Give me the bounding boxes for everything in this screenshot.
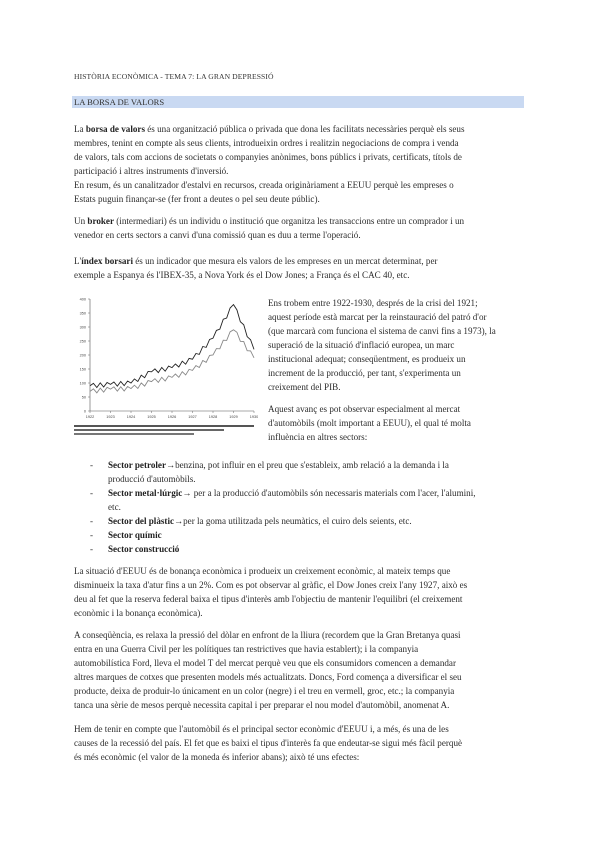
paragraph-borsa: [74, 122, 526, 206]
sector-text: per a la producció d'automòbils són necessaris materials com l'acer, l'alumini,: [191, 488, 476, 498]
paragraph-broker: [74, 214, 526, 242]
text-line: Un broker (intermediari) és un individu o institució que organitza les transaccions entre un comprador i un: [74, 216, 465, 226]
text-line: automobilística Ford, lleva el model T del mercat perquè veu que els consumidors comencen a demandar: [74, 658, 456, 668]
chart-y-tick-label: 100: [79, 381, 86, 386]
text-line: de valors, tals com accions de societats o companyies anònimes, bons públics i privats, certificats, títols de: [74, 152, 462, 162]
sector-text: etc.: [108, 502, 121, 512]
list-item: [90, 542, 526, 556]
text-line: entra en una Guerra Civil per les polítiques tan restrictives que havia establert); i la companyia: [74, 644, 419, 654]
text-line: producte, deixa de produir-lo únicament en un color (negre) i el treu en vermell, groc, etc.; la companyia: [74, 686, 455, 696]
chart-x-ticks: [83, 409, 258, 419]
text-line: disminueix la taxa d'atur fins a un 2%. Com es pot observar al gràfic, el Dow Jones creix l'any 1927, això es: [74, 580, 468, 590]
chart-x-tick-label: 1929: [229, 415, 238, 419]
list-item: [90, 528, 526, 542]
chart-y-ticks: [80, 298, 90, 414]
paragraph-bonanca: [74, 564, 526, 620]
chart-x-tick-label: 1926: [167, 415, 177, 419]
chart-x-tick-label: 1928: [208, 415, 218, 419]
chart-grid: [90, 299, 254, 411]
sector-text: per la goma utilitzada pels neumàtics, el cuiro dels seients, etc.: [183, 516, 412, 526]
text-line: L'índex borsari és un indicador que mesura els valors de les empreses en un mercat determinat, per: [74, 256, 438, 266]
paragraph-index: [74, 254, 526, 282]
list-item: [90, 514, 526, 528]
chart-y-tick-label: 0: [83, 409, 86, 414]
text-line: institucional adequat; conseqüentment, es produeix un: [268, 354, 466, 364]
text-line: exemple a Espanya és l'IBEX-35, a Nova York és el Dow Jones; a França és el CAC 40, etc.: [74, 270, 410, 280]
sector-term: Sector metal·lúrgic→: [108, 488, 192, 498]
term-broker: broker: [87, 216, 114, 226]
text-line: venedor en certs sectors a canvi d'una comissió quan es duu a terme l'operació.: [74, 230, 361, 240]
chart-y-tick-label: 350: [79, 311, 86, 316]
text-line: econòmic i la bonança econòmica).: [74, 608, 203, 618]
list-dash: -: [90, 460, 94, 470]
paragraph-context: [268, 296, 526, 394]
chart-x-tick-label: 1930: [249, 415, 258, 419]
chart-x-tick-label: 1925: [147, 415, 156, 419]
text-line: membres, tenint en compte als seus clients, introdueixin ordres i realitzin negociacions de compra i venda: [74, 138, 459, 148]
chart-y-tick-label: 300: [79, 325, 86, 330]
chart-y-tick-label: 200: [79, 353, 86, 358]
list-dash: -: [90, 516, 94, 526]
text-line: Hem de tenir en compte que l'automòbil és el principal sector econòmic d'EEUU i, a més, és una de les: [74, 724, 449, 734]
document-header: HISTÒRIA ECONÒMICA - TEMA 7: LA GRAN DEPRESSIÓ: [74, 72, 274, 81]
sector-term: Sector petroler→: [108, 460, 176, 470]
term-borsa: borsa de valors: [85, 124, 145, 134]
paragraph-ford: [74, 628, 526, 712]
chart-y-tick-label: 400: [79, 297, 86, 302]
text-line: La situació d'EEUU és de bonança econòmica i produeix un creixement econòmic, al mateix temps que: [74, 566, 451, 576]
chart-series-group: [90, 305, 254, 393]
sector-text: producció d'automòbils.: [108, 474, 196, 484]
chart-y-tick-label: 50: [81, 395, 86, 400]
text-line: causes de la recessió del país. El fet que es baixi el tipus d'interès fa que endeutar-se sigui més fàcil perquè: [74, 738, 463, 748]
list-dash: -: [90, 544, 94, 554]
text-line: Aquest avanç es pot observar especialment al mercat: [268, 404, 461, 414]
dow-jones-chart: [72, 293, 258, 441]
chart-y-tick-label: 150: [79, 367, 86, 372]
chart-x-tick-label: 1923: [106, 415, 115, 419]
list-item: [90, 458, 526, 486]
chart-axis: [90, 299, 254, 411]
text-line: creixement del PIB.: [268, 382, 341, 392]
list-dash: -: [90, 530, 94, 540]
chart-series-line-1: [90, 305, 254, 388]
text-line: Ens trobem entre 1922-1930, després de la crisi del 1921;: [268, 298, 478, 308]
text-line: A conseqüència, es relaxa la pressió del dòlar en enfront de la lliura (recordem que la Gran Bretanya quasi: [74, 630, 461, 640]
text-line: és més econòmic (el valor de la moneda és inferior abans); això té uns efectes:: [74, 752, 360, 762]
text-line: deu al fet que la reserva federal baixa el tipus d'interès amb l'objectiu de mantenir l'equilibri (el creixement: [74, 594, 463, 604]
text-line: superació de la situació d'inflació europea, un marc: [268, 340, 455, 350]
text-line: En resum, és un canalitzador d'estalvi en recursos, creada originàriament a EEUU perquè les empreses o: [74, 180, 454, 190]
chart-x-tick-label: 1927: [188, 415, 197, 419]
term-index: índex borsari: [81, 256, 133, 266]
text-line: tanca una sèrie de mesos perquè necessita capital i per preparar el nou model d'automòbil, anomenat A.: [74, 700, 450, 710]
list-dash: -: [90, 488, 94, 498]
section-title: LA BORSA DE VALORS: [74, 97, 165, 107]
text-line: increment de la producció, per tant, s'experimenta un: [268, 368, 461, 378]
text-line: d'automòbils (molt important a EEUU), el qual té molta: [268, 418, 471, 428]
text-line: (que marcarà com funciona el sistema de canvi fins a 1973), la: [268, 326, 496, 336]
sector-term: Sector del plàstic→: [108, 516, 184, 526]
paragraph-recessio: [74, 722, 526, 764]
chart-y-tick-label: 250: [79, 339, 86, 344]
list-item: [90, 486, 526, 514]
sector-text: benzina, pot influir en el preu que s'estableix, amb relació a la demanda i la: [175, 460, 449, 470]
chart-x-tick-label: 1922: [85, 415, 95, 419]
sector-term: Sector químic: [108, 530, 162, 540]
text-line: Estats puguin finançar-se (fer front a deutes o pel seu deute públic).: [74, 194, 320, 204]
sector-term: Sector construcció: [108, 544, 180, 554]
chart-caption: [74, 425, 254, 435]
text-line: participació i altres instruments d'inversió.: [74, 166, 229, 176]
text-line: influència en altres sectors:: [268, 432, 368, 442]
chart-x-tick-label: 1924: [126, 415, 136, 419]
sector-list: [90, 458, 526, 556]
text-line: La borsa de valors és una organització pública o privada que dona les facilitats necessàries perquè els seus: [74, 124, 465, 134]
paragraph-automobils: [268, 402, 526, 444]
text-line: aquest període està marcat per la reinstauració del patró d'or: [268, 312, 487, 322]
text-line: altres marques de cotxes que presenten models més actualitzats. Doncs, Ford comença a diversificar el seu: [74, 672, 462, 682]
